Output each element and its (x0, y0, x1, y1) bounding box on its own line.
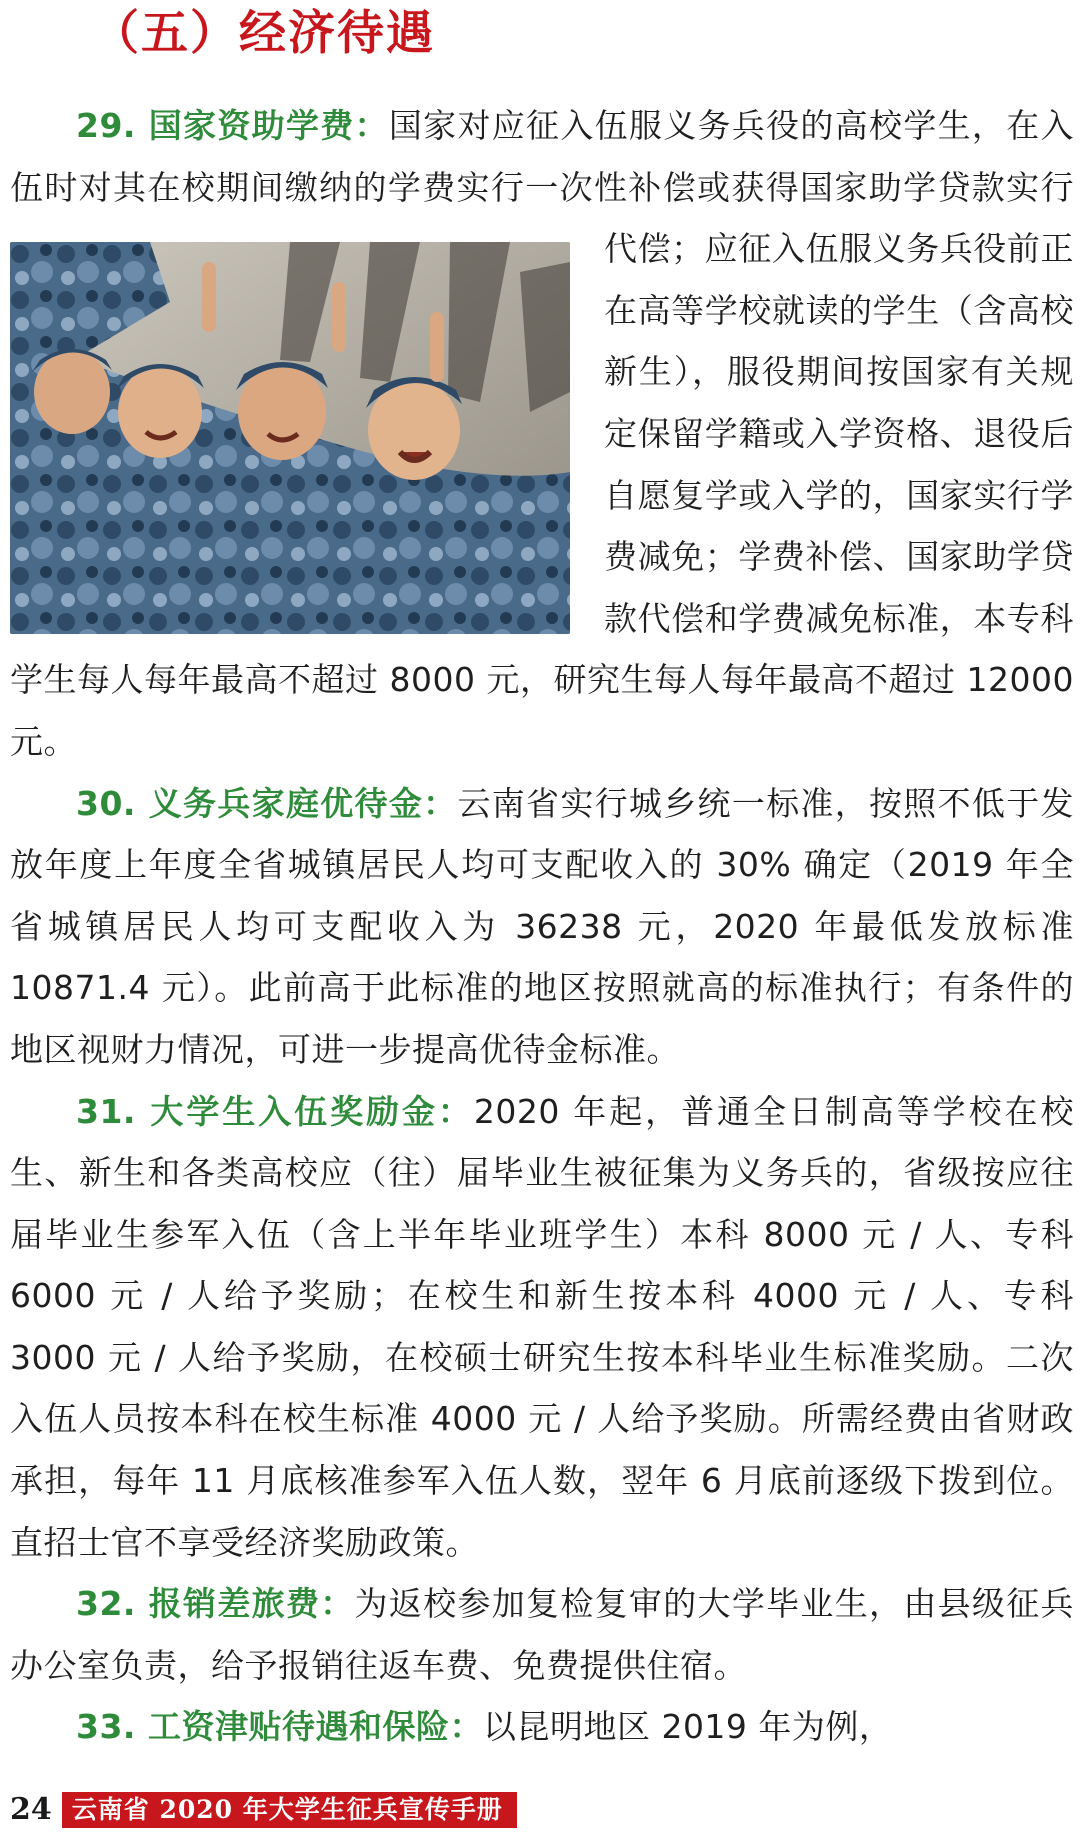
page-number: 24 (10, 1792, 52, 1827)
item-text-31: 2020 年起，普通全日制高等学校在校生、新生和各类高校应（往）届毕业生被征集为义务兵的，省级按应往届毕业生参军入伍（含上半年毕业班学生）本科 8000 元 / 人、专科 6000 元 / 人给予奖励；在校生和新生按本科 4000 元 / 人、专科 3000 元 / 人给予奖励，在校硕士研究生按本科毕业生标准奖励。二次入伍人员按本科在校生标准 4000 元 / 人给予奖励。所需经费由省财政承担，每年 11 月底核准参军入伍人数，翌年 6 月底前逐级下拨到位。直招士官不享受经济奖励政策。 (10, 1091, 1074, 1562)
body-text (10, 95, 1074, 1758)
paragraph-29 (10, 95, 1074, 773)
item-heading-32: 32. 报销差旅费： (76, 1584, 355, 1624)
soldiers-photo (10, 242, 570, 634)
item-text-29-lead: 国家对应征入伍服义务兵役的高校学生，在入伍时对其在校期间缴纳的学费实行一次性补偿或获得国家助学 (10, 106, 1075, 207)
item-text-30: 云南省实行城乡统一标准，按照不低于发放年度上年度全省城镇居民人均可支配收入的 30% 确定（2019 年全省城镇居民人均可支配收入为 36238 元，2020 年最低发放标准 10871.4 元）。此前高于此标准的地区按照就高的标准执行；有条件的地区视财力情况，可进一步提高优待金标准。 (10, 783, 1075, 1069)
section-title: （五）经济待遇 (92, 6, 435, 61)
paragraph-32 (10, 1573, 1074, 1696)
footer-title: 云南省 2020 年大学生征兵宣传手册 (62, 1792, 517, 1828)
item-text-29-rest: 贷款实行代偿；应征入伍服义务兵役前正在高等学校就读的学生（含高校新生），服役期间按国家有关规定保留学籍或入学资格、退役后自愿复学或入学的，国家实行学费减免；学费补偿、国家助学贷款代偿和学费减免标准，本专科学生每人每年最高不超过 8000 元，研究生每人每年最高不超过 12000 元。 (10, 167, 1075, 761)
item-heading-30: 30. 义务兵家庭优待金： (76, 783, 458, 823)
item-heading-31: 31. 大学生入伍奖励金： (76, 1091, 474, 1131)
paragraph-30 (10, 773, 1074, 1081)
item-text-29 (10, 106, 1074, 761)
item-heading-33: 33. 工资津贴待遇和保险： (76, 1707, 483, 1747)
item-heading-29: 29. 国家资助学费： (76, 106, 389, 145)
paragraph-33 (10, 1696, 1074, 1758)
item-text-32: 为返校参加复检复审的大学毕业生，由县级征兵办公室负责，给予报销往返车费、免费提供住宿。 (10, 1584, 1075, 1685)
item-text-33: 以昆明地区 2019 年为例， (482, 1707, 893, 1747)
page-footer (10, 1790, 517, 1830)
soldiers-photo-illustration (10, 242, 570, 634)
paragraph-31 (10, 1081, 1074, 1574)
